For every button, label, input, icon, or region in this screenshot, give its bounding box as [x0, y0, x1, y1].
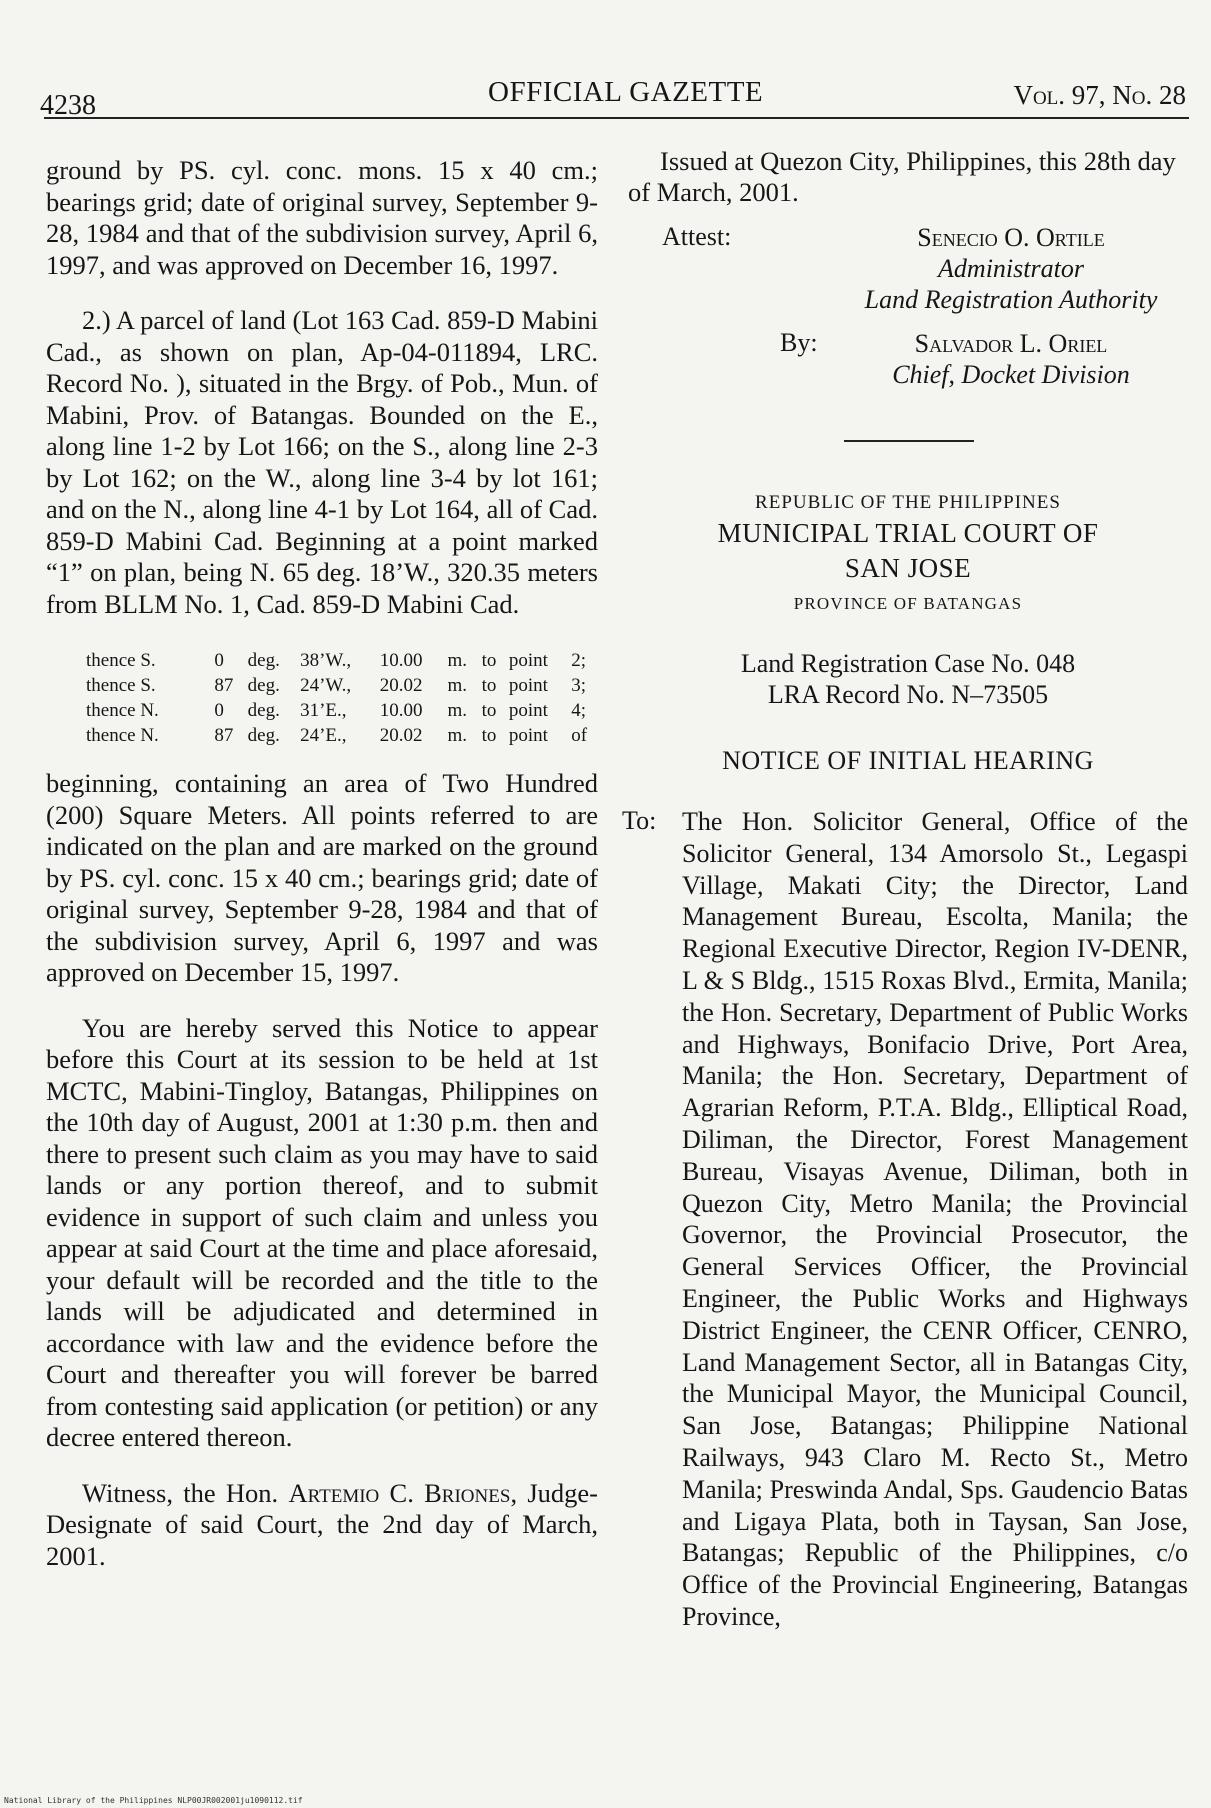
lra-record-number: LRA Record No. N–73505 [767, 680, 1049, 709]
bearing-row: thence S. 87 deg. 24’W., 20.02 m. to point 3; [86, 675, 586, 696]
province-line: PROVINCE OF BATANGAS [793, 594, 1023, 613]
paragraph-notice-to-appear: You are hereby served this Notice to appear before this Court at its session to be held at 1st MCTC, Mabini-Tingloy, Batangas, Philippines on the 10th day of August, 2001 at 1:30 p.m. then and there to present such claim as you may have to said lands or any portion thereof, and to submit evidence in support of such claim and unless you appear at said Court at the time and place aforesaid, your default will be recorded and the title to the lands will be adjudicated and determined in accordance with law and the evidence before the Court and thereafter you will forever be barred from contesting said application (or petition) or any decree entered thereon. [46, 1012, 598, 1452]
paragraph-witness: Witness, the Hon. Artemio C. Briones, Judge-Designate of said Court, the 2nd day of March, 2001. [46, 1477, 598, 1571]
case-numbers [628, 648, 1188, 710]
publication-title: OFFICIAL GAZETTE [488, 76, 764, 108]
court-name-line2: SAN JOSE [844, 553, 972, 583]
volume-number: Vol. 97, No. 28 [1013, 80, 1186, 110]
by-signatory [846, 328, 1176, 390]
case-number: Land Registration Case No. 048 [740, 649, 1076, 678]
attest-title: Administrator [938, 254, 1084, 283]
republic-line: REPUBLIC OF THE PHILIPPINES [755, 492, 1061, 513]
bearing-row: thence N. 87 deg. 24’E., 20.02 m. to point of [86, 725, 588, 746]
page-number: 4238 [40, 90, 96, 121]
section-divider [844, 440, 974, 442]
scan-footer: National Library of the Philippines NLP00JR002001ju1090112.tif [4, 1796, 303, 1805]
bearing-row: thence N. 0 deg. 31’E., 10.00 m. to point 4; [86, 700, 586, 721]
by-label: By: [780, 328, 818, 357]
bearings-table [46, 648, 598, 748]
attest-signatory [846, 222, 1176, 315]
judge-name: Artemio C. Briones [288, 1477, 511, 1508]
right-column [622, 146, 1188, 1633]
addressees-list: The Hon. Solicitor General, Office of the Solicitor General, 134 Amorsolo St., Legaspi Village, Makati City; the Director, Land Management Bureau, Escolta, Manila; the Regional Executive Director, Region IV-DENR, L & S Bldg., 1515 Roxas Blvd., Ermita, Manila; the Hon. Secretary, Department of Public Works and Highways, Bonifacio Drive, Port Area, Manila; the Hon. Secretary, Department of Agrarian Reform, P.T.A. Bldg., Elliptical Road, Diliman, the Director, Forest Management Bureau, Visayas Avenue, Diliman, both in Quezon City, Metro Manila; the Provincial Governor, the Provincial Prosecutor, the General Services Officer, the Provincial Engineer, the Public Works and Highways District Engineer, the CENR Officer, CENRO, Land Management Sector, all in Batangas City, the Municipal Mayor, the Municipal Council, San Jose, Batangas; Philippine National Railways, 943 Claro M. Recto St., Metro Manila; Preswinda Andal, Sps. Gaudencio Batas and Ligaya Plata, both in Taysan, San Jose, Batangas; Republic of the Philippines, c/o Office of the Provincial Engineering, Batangas Province, [682, 807, 1188, 1631]
attest-label: Attest: [662, 222, 732, 251]
page-header [40, 70, 1186, 120]
attest-agency: Land Registration Authority [864, 285, 1158, 314]
court-name-line1: MUNICIPAL TRIAL COURT OF [717, 518, 1099, 548]
by-name: Salvador L. Oriel [914, 329, 1108, 358]
paragraph-area-description: beginning, containing an area of Two Hundred (200) Square Meters. All points referred to are indicated on the plan and are marked on the ground by PS. cyl. conc. 15 x 40 cm.; bearings grid; date of original survey, September 9-28, 1984 and that of the subdivision survey, April 6, 1997 and was approved on December 15, 1997. [46, 768, 598, 987]
bearing-row: thence S. 0 deg. 38’W., 10.00 m. to point 2; [86, 650, 586, 671]
attest-block [628, 222, 1188, 312]
paragraph-parcel-description: 2.) A parcel of land (Lot 163 Cad. 859-D Mabini Cad., as shown on plan, Ap-04-011894, LRC. Record No. ), situated in the Brgy. of Pob., Mun. of Mabini, Prov. of Batangas. Bounded on the E., along line 1-2 by Lot 166; on the S., along line 2-3 by Lot 162; on the W., along line 3-4 by lot 161; and on the N., along line 4-1 by Lot 164, all of Cad. 859-D Mabini Cad. Beginning at a point marked “1” on plan, being N. 65 deg. 18’W., 320.35 meters from BLLM No. 1, Cad. 859-D Mabini Cad. [46, 305, 598, 619]
by-block [628, 328, 1188, 398]
paragraph-survey-continuation: ground by PS. cyl. conc. mons. 15 x 40 cm.; bearings grid; date of original survey, September 9-28, 1984 and that of the subdivision survey, April 6, 1997, and was approved on December 16, 1997. [46, 155, 598, 280]
issued-statement: Issued at Quezon City, Philippines, this 28th day of March, 2001. [628, 146, 1176, 207]
header-rule [44, 117, 1189, 119]
left-column [46, 155, 598, 1572]
by-title: Chief, Docket Division [892, 360, 1130, 389]
court-heading [628, 492, 1188, 614]
addressees-block [622, 806, 1188, 1633]
notice-title: NOTICE OF INITIAL HEARING [722, 746, 1094, 775]
to-label: To: [622, 806, 657, 835]
attest-name: Senecio O. Ortile [917, 223, 1105, 252]
